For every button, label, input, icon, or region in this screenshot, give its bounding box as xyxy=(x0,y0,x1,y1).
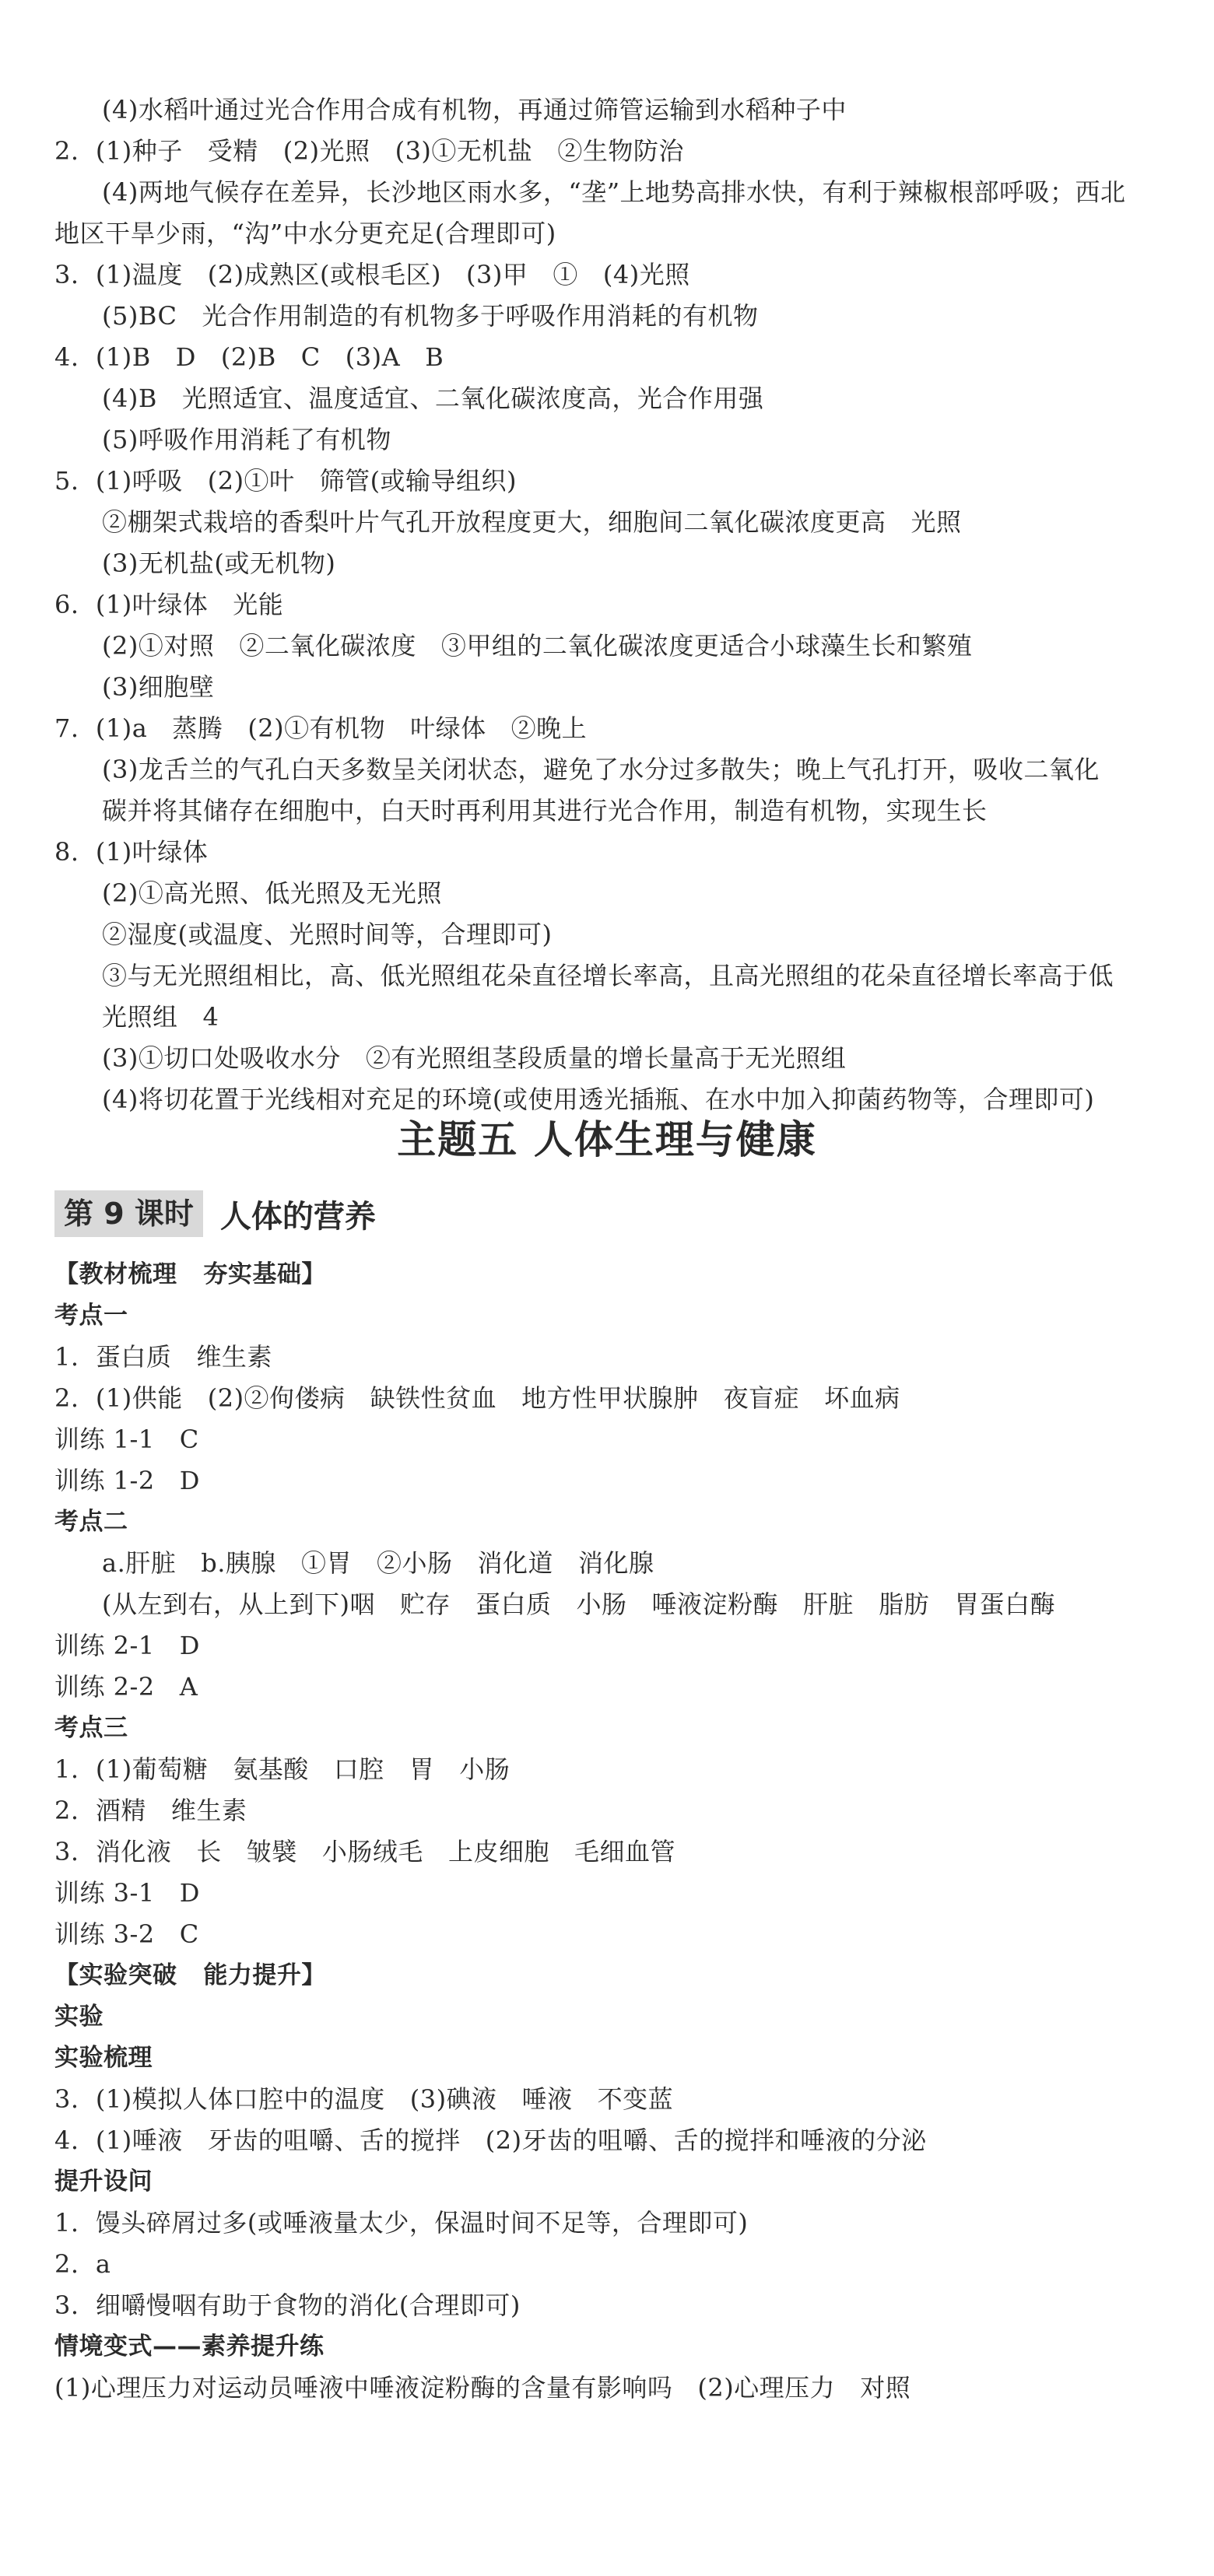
lesson-heading xyxy=(54,1189,376,1239)
answer-line: 3. (1)模拟人体口腔中的温度 (3)碘液 唾液 不变蓝 xyxy=(54,2084,674,2114)
answer-line: ②湿度(或温度、光照时间等，合理即可) xyxy=(102,920,553,949)
answer-line: 8. (1)叶绿体 xyxy=(54,837,209,867)
section-heading: 【实验突破 能力提升】 xyxy=(54,1961,326,1989)
answer-line: 2. (1)供能 (2)②佝偻病 缺铁性贫血 地方性甲状腺肿 夜盲症 坏血病 xyxy=(54,1383,900,1413)
answer-line: 2. 酒精 维生素 xyxy=(54,1796,247,1825)
answer-line: ②棚架式栽培的香梨叶片气孔开放程度更大，细胞间二氧化碳浓度更高 光照 xyxy=(102,507,962,537)
topic-heading: 考点三 xyxy=(54,1714,128,1742)
answer-line: 3. (1)温度 (2)成熟区(或根毛区) (3)甲 ① (4)光照 xyxy=(54,260,690,289)
answer-line: 训练 3-1 D xyxy=(54,1878,200,1908)
answer-line: (2)①对照 ②二氧化碳浓度 ③甲组的二氧化碳浓度更适合小球藻生长和繁殖 xyxy=(102,631,973,661)
answer-line: (3)龙舌兰的气孔白天多数呈关闭状态，避免了水分过多散失；晚上气孔打开，吸收二氧化 xyxy=(102,755,1100,784)
answer-line: 碳并将其储存在细胞中，白天时再利用其进行光合作用，制造有机物，实现生长 xyxy=(102,796,988,825)
answer-line: (4)B 光照适宜、温度适宜、二氧化碳浓度高，光合作用强 xyxy=(102,384,764,413)
answer-line: 2. (1)种子 受精 (2)光照 (3)①无机盐 ②生物防治 xyxy=(54,136,684,166)
answer-line: ③与无光照组相比，高、低光照组花朵直径增长率高，且高光照组的花朵直径增长率高于低 xyxy=(102,961,1114,990)
answer-line: 1. (1)葡萄糖 氨基酸 口腔 胃 小肠 xyxy=(54,1754,511,1784)
answer-line: 地区干旱少雨，“沟”中水分更充足(合理即可) xyxy=(54,219,556,248)
answer-line: (4)水稻叶通过光合作用合成有机物，再通过筛管运输到水稻种子中 xyxy=(102,95,847,124)
answer-line: 1. 蛋白质 维生素 xyxy=(54,1342,272,1372)
answer-line: (3)①切口处吸收水分 ②有光照组茎段质量的增长量高于无光照组 xyxy=(102,1043,847,1073)
answer-line: 5. (1)呼吸 (2)①叶 筛管(或输导组织) xyxy=(54,466,518,496)
topic-heading: 实验 xyxy=(54,2003,104,2031)
answer-line: (3)细胞壁 xyxy=(102,672,215,702)
answer-line: (4)两地气候存在差异，长沙地区雨水多，“垄”上地势高排水快，有利于辣椒根部呼吸；西北 xyxy=(102,177,1126,207)
section-heading: 【教材梳理 夯实基础】 xyxy=(54,1260,326,1288)
answer-line: 4. (1)唾液 牙齿的咀嚼、舌的搅拌 (2)牙齿的咀嚼、舌的搅拌和唾液的分泌 xyxy=(54,2126,927,2155)
answer-line: 光照组 4 xyxy=(102,1002,219,1032)
lesson-badge: 第 9 课时 xyxy=(54,1190,203,1237)
answer-line: (5)BC 光合作用制造的有机物多于呼吸作用消耗的有机物 xyxy=(102,301,759,331)
answer-line: 训练 1-1 C xyxy=(54,1425,199,1454)
lesson-title: 人体的营养 xyxy=(219,1198,376,1235)
topic-heading: 提升设问 xyxy=(54,2168,153,2196)
answer-line: 4. (1)B D (2)B C (3)A B xyxy=(54,342,444,372)
answer-line: 6. (1)叶绿体 光能 xyxy=(54,590,284,619)
answer-line: 训练 3-2 C xyxy=(54,1919,199,1949)
answer-line: (从左到右，从上到下)咽 贮存 蛋白质 小肠 唾液淀粉酶 肝脏 脂肪 胃蛋白酶 xyxy=(102,1589,1056,1619)
answer-line: 3. 消化液 长 皱襞 小肠绒毛 上皮细胞 毛细血管 xyxy=(54,1837,675,1866)
answer-line: 7. (1)a 蒸腾 (2)①有机物 叶绿体 ②晚上 xyxy=(54,713,588,743)
topic-heading: 考点二 xyxy=(54,1508,128,1536)
answer-line: 2. a xyxy=(54,2249,111,2279)
answer-line: 训练 2-2 A xyxy=(54,1672,198,1702)
topic-heading: 考点一 xyxy=(54,1302,128,1330)
answer-line: 训练 2-1 D xyxy=(54,1631,200,1660)
answer-line: (5)呼吸作用消耗了有机物 xyxy=(102,425,391,454)
answer-line: (2)①高光照、低光照及无光照 xyxy=(102,878,442,908)
answer-line: 1. 馒头碎屑过多(或唾液量太少，保温时间不足等，合理即可) xyxy=(54,2208,749,2238)
answer-line: (4)将切花置于光线相对充足的环境(或使用透光插瓶、在水中加入抑菌药物等，合理即可) xyxy=(102,1085,1095,1114)
topic-heading: 情境变式——素养提升练 xyxy=(54,2332,325,2360)
section-title: 主题五 人体生理与健康 xyxy=(397,1117,817,1162)
answer-line: 3. 细嚼慢咽有助于食物的消化(合理即可) xyxy=(54,2290,521,2320)
answer-line: a.肝脏 b.胰腺 ①胃 ②小肠 消化道 消化腺 xyxy=(102,1548,654,1578)
answer-line: (3)无机盐(或无机物) xyxy=(102,548,336,578)
topic-heading: 实验梳理 xyxy=(54,2044,153,2072)
answer-line: (1)心理压力对运动员唾液中唾液淀粉酶的含量有影响吗 (2)心理压力 对照 xyxy=(54,2373,911,2403)
answer-line: 训练 1-2 D xyxy=(54,1466,200,1495)
